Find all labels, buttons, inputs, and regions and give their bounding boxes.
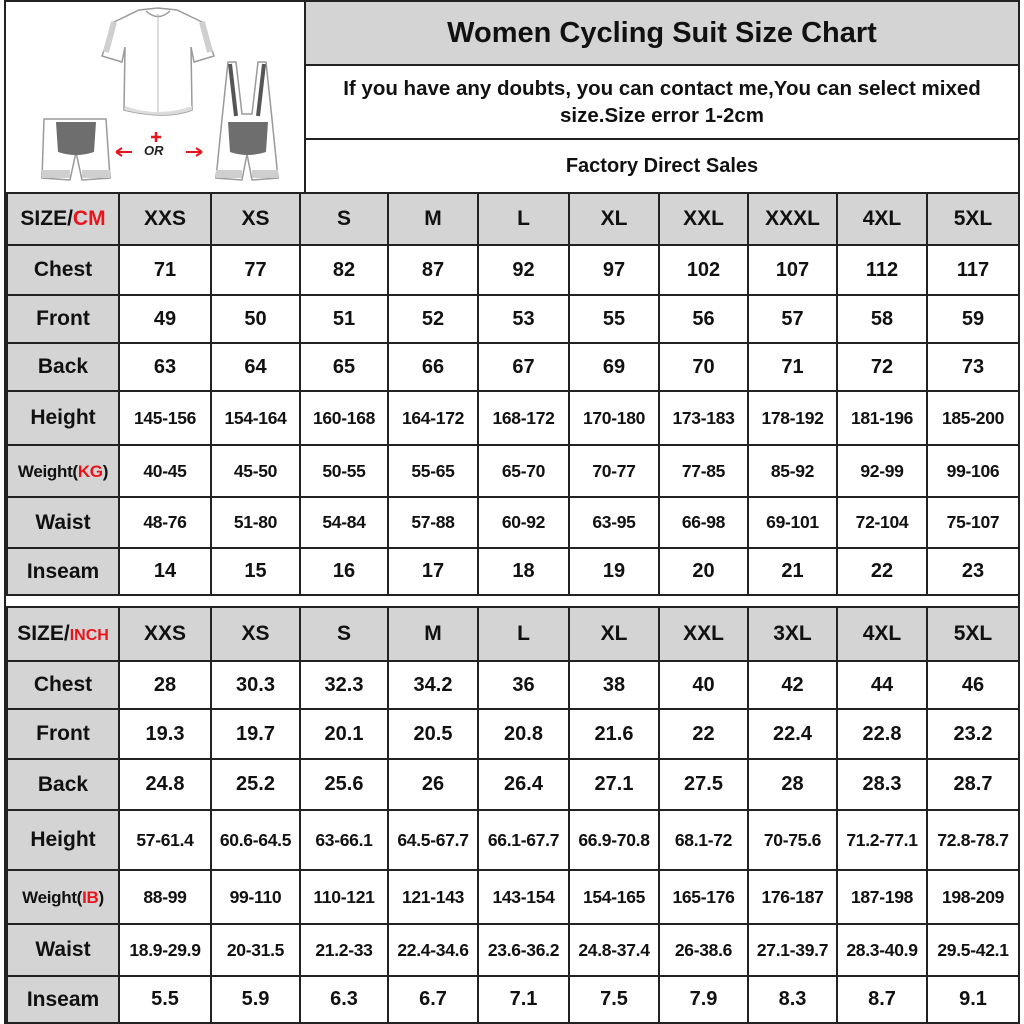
value-cell: 143-154 xyxy=(478,870,569,924)
value-cell: 181-196 xyxy=(837,391,927,445)
table-row xyxy=(7,976,1019,1023)
table-row xyxy=(7,759,1019,810)
value-cell: 64.5-67.7 xyxy=(388,810,478,870)
table-row xyxy=(7,548,1019,595)
weight-label xyxy=(22,888,104,907)
value-cell: 24.8-37.4 xyxy=(569,924,659,976)
bib-shorts-icon xyxy=(216,62,278,180)
value-cell: 59 xyxy=(927,295,1019,343)
row-label: Waist xyxy=(7,497,119,548)
value-cell: 22.4-34.6 xyxy=(388,924,478,976)
row-label-text: Weight( xyxy=(17,462,78,481)
size-unit-label xyxy=(7,193,119,245)
size-header-cell: 5XL xyxy=(927,193,1019,245)
table-row xyxy=(7,391,1019,445)
chart-note: If you have any doubts, you can contact me,You can select mixed size.Size error 1-2cm xyxy=(306,66,1018,140)
value-cell: 66-98 xyxy=(659,497,748,548)
size-header-cell: M xyxy=(388,193,478,245)
value-cell: 55 xyxy=(569,295,659,343)
value-cell: 15 xyxy=(211,548,300,595)
value-cell: 71.2-77.1 xyxy=(837,810,927,870)
value-cell: 97 xyxy=(569,245,659,295)
row-label-end: ) xyxy=(102,462,109,481)
table-row xyxy=(7,343,1019,391)
value-cell: 54-84 xyxy=(300,497,388,548)
value-cell: 42 xyxy=(748,661,837,709)
size-header-cell: L xyxy=(478,607,569,661)
value-cell: 45-50 xyxy=(211,445,300,497)
row-label-unit: IB xyxy=(82,888,99,907)
size-label: SIZE/ xyxy=(17,622,70,645)
value-cell: 51-80 xyxy=(211,497,300,548)
size-header-cell: M xyxy=(388,607,478,661)
table-row xyxy=(7,497,1019,548)
size-header-cell: XL xyxy=(569,193,659,245)
value-cell: 29.5-42.1 xyxy=(927,924,1019,976)
value-cell: 178-192 xyxy=(748,391,837,445)
value-cell: 173-183 xyxy=(659,391,748,445)
size-header-cell: 3XL xyxy=(748,607,837,661)
value-cell: 187-198 xyxy=(837,870,927,924)
value-cell: 60.6-64.5 xyxy=(211,810,300,870)
value-cell: 52 xyxy=(388,295,478,343)
value-cell: 28.3 xyxy=(837,759,927,810)
cm-size-table xyxy=(6,192,1020,596)
size-label: SIZE/ xyxy=(20,207,73,230)
value-cell: 21.6 xyxy=(569,709,659,759)
value-cell: 57-88 xyxy=(388,497,478,548)
size-header-cell: XXS xyxy=(119,607,211,661)
value-cell: 75-107 xyxy=(927,497,1019,548)
size-header-cell: 5XL xyxy=(927,607,1019,661)
value-cell: 63 xyxy=(119,343,211,391)
value-cell: 5.5 xyxy=(119,976,211,1023)
value-cell: 21.2-33 xyxy=(300,924,388,976)
value-cell: 165-176 xyxy=(659,870,748,924)
value-cell: 107 xyxy=(748,245,837,295)
value-cell: 117 xyxy=(927,245,1019,295)
size-header-cell: XS xyxy=(211,607,300,661)
value-cell: 27.5 xyxy=(659,759,748,810)
value-cell: 6.7 xyxy=(388,976,478,1023)
value-cell: 164-172 xyxy=(388,391,478,445)
table-row xyxy=(7,810,1019,870)
row-label: Back xyxy=(7,759,119,810)
value-cell: 17 xyxy=(388,548,478,595)
value-cell: 121-143 xyxy=(388,870,478,924)
value-cell: 170-180 xyxy=(569,391,659,445)
row-label: Height xyxy=(7,391,119,445)
row-label-unit: KG xyxy=(77,462,103,481)
value-cell: 102 xyxy=(659,245,748,295)
value-cell: 99-106 xyxy=(927,445,1019,497)
row-label-end: ) xyxy=(98,888,104,907)
value-cell: 18.9-29.9 xyxy=(119,924,211,976)
value-cell: 22 xyxy=(659,709,748,759)
value-cell: 87 xyxy=(388,245,478,295)
row-label xyxy=(7,445,119,497)
value-cell: 65-70 xyxy=(478,445,569,497)
size-header-row xyxy=(7,193,1019,245)
value-cell: 5.9 xyxy=(211,976,300,1023)
value-cell: 19.7 xyxy=(211,709,300,759)
size-header-cell: 4XL xyxy=(837,193,927,245)
size-header-cell: XL xyxy=(569,607,659,661)
value-cell: 14 xyxy=(119,548,211,595)
size-unit-label xyxy=(7,607,119,661)
value-cell: 66 xyxy=(388,343,478,391)
value-cell: 28.3-40.9 xyxy=(837,924,927,976)
jersey-icon xyxy=(102,8,214,115)
value-cell: 20.8 xyxy=(478,709,569,759)
row-label: Front xyxy=(7,295,119,343)
value-cell: 48-76 xyxy=(119,497,211,548)
value-cell: 27.1-39.7 xyxy=(748,924,837,976)
value-cell: 26-38.6 xyxy=(659,924,748,976)
value-cell: 64 xyxy=(211,343,300,391)
value-cell: 66.9-70.8 xyxy=(569,810,659,870)
row-label: Height xyxy=(7,810,119,870)
plus-icon xyxy=(151,132,161,142)
value-cell: 20.1 xyxy=(300,709,388,759)
value-cell: 28 xyxy=(119,661,211,709)
value-cell: 22.8 xyxy=(837,709,927,759)
value-cell: 7.9 xyxy=(659,976,748,1023)
value-cell: 99-110 xyxy=(211,870,300,924)
value-cell: 68.1-72 xyxy=(659,810,748,870)
row-label-text: Weight( xyxy=(22,888,83,907)
value-cell: 70-77 xyxy=(569,445,659,497)
table-row xyxy=(7,870,1019,924)
value-cell: 46 xyxy=(927,661,1019,709)
table-row xyxy=(7,445,1019,497)
value-cell: 27.1 xyxy=(569,759,659,810)
value-cell: 72 xyxy=(837,343,927,391)
size-header-cell: S xyxy=(300,607,388,661)
row-label: Chest xyxy=(7,661,119,709)
value-cell: 7.1 xyxy=(478,976,569,1023)
size-header-cell: XS xyxy=(211,193,300,245)
value-cell: 77 xyxy=(211,245,300,295)
value-cell: 185-200 xyxy=(927,391,1019,445)
value-cell: 70 xyxy=(659,343,748,391)
value-cell: 23 xyxy=(927,548,1019,595)
value-cell: 63-95 xyxy=(569,497,659,548)
value-cell: 20 xyxy=(659,548,748,595)
size-header-cell: XXL xyxy=(659,193,748,245)
value-cell: 77-85 xyxy=(659,445,748,497)
unit-label: INCH xyxy=(69,627,109,644)
value-cell: 20-31.5 xyxy=(211,924,300,976)
value-cell: 40 xyxy=(659,661,748,709)
value-cell: 168-172 xyxy=(478,391,569,445)
size-chart xyxy=(4,0,1020,1024)
value-cell: 72-104 xyxy=(837,497,927,548)
inch-size-table xyxy=(6,606,1020,1024)
value-cell: 56 xyxy=(659,295,748,343)
value-cell: 73 xyxy=(927,343,1019,391)
value-cell: 9.1 xyxy=(927,976,1019,1023)
row-label: Waist xyxy=(7,924,119,976)
value-cell: 25.2 xyxy=(211,759,300,810)
value-cell: 198-209 xyxy=(927,870,1019,924)
size-header-cell: XXL xyxy=(659,607,748,661)
value-cell: 154-164 xyxy=(211,391,300,445)
value-cell: 57-61.4 xyxy=(119,810,211,870)
size-header-cell: L xyxy=(478,193,569,245)
chart-header xyxy=(6,2,1018,192)
value-cell: 20.5 xyxy=(388,709,478,759)
value-cell: 112 xyxy=(837,245,927,295)
value-cell: 92-99 xyxy=(837,445,927,497)
value-cell: 71 xyxy=(748,343,837,391)
value-cell: 44 xyxy=(837,661,927,709)
value-cell: 65 xyxy=(300,343,388,391)
value-cell: 51 xyxy=(300,295,388,343)
value-cell: 58 xyxy=(837,295,927,343)
chart-subtitle: Factory Direct Sales xyxy=(306,140,1018,192)
value-cell: 63-66.1 xyxy=(300,810,388,870)
value-cell: 7.5 xyxy=(569,976,659,1023)
value-cell: 49 xyxy=(119,295,211,343)
value-cell: 8.7 xyxy=(837,976,927,1023)
value-cell: 24.8 xyxy=(119,759,211,810)
row-label: Inseam xyxy=(7,976,119,1023)
value-cell: 22.4 xyxy=(748,709,837,759)
size-header-cell: XXXL xyxy=(748,193,837,245)
value-cell: 21 xyxy=(748,548,837,595)
value-cell: 72.8-78.7 xyxy=(927,810,1019,870)
right-arrow-icon xyxy=(186,148,202,156)
value-cell: 69 xyxy=(569,343,659,391)
value-cell: 82 xyxy=(300,245,388,295)
value-cell: 57 xyxy=(748,295,837,343)
value-cell: 50-55 xyxy=(300,445,388,497)
value-cell: 110-121 xyxy=(300,870,388,924)
size-header-cell: 4XL xyxy=(837,607,927,661)
value-cell: 23.6-36.2 xyxy=(478,924,569,976)
size-header-cell: S xyxy=(300,193,388,245)
value-cell: 50 xyxy=(211,295,300,343)
value-cell: 19 xyxy=(569,548,659,595)
table-row xyxy=(7,295,1019,343)
value-cell: 38 xyxy=(569,661,659,709)
value-cell: 23.2 xyxy=(927,709,1019,759)
value-cell: 19.3 xyxy=(119,709,211,759)
value-cell: 26 xyxy=(388,759,478,810)
or-label: OR xyxy=(144,143,164,158)
row-label xyxy=(7,870,119,924)
unit-label: CM xyxy=(72,207,106,230)
value-cell: 6.3 xyxy=(300,976,388,1023)
value-cell: 28.7 xyxy=(927,759,1019,810)
value-cell: 92 xyxy=(478,245,569,295)
value-cell: 70-75.6 xyxy=(748,810,837,870)
value-cell: 88-99 xyxy=(119,870,211,924)
table-row xyxy=(7,924,1019,976)
row-label: Front xyxy=(7,709,119,759)
value-cell: 18 xyxy=(478,548,569,595)
value-cell: 69-101 xyxy=(748,497,837,548)
value-cell: 71 xyxy=(119,245,211,295)
value-cell: 145-156 xyxy=(119,391,211,445)
value-cell: 36 xyxy=(478,661,569,709)
row-label: Back xyxy=(7,343,119,391)
weight-label xyxy=(18,462,108,481)
value-cell: 53 xyxy=(478,295,569,343)
value-cell: 40-45 xyxy=(119,445,211,497)
value-cell: 60-92 xyxy=(478,497,569,548)
value-cell: 176-187 xyxy=(748,870,837,924)
chart-title: Women Cycling Suit Size Chart xyxy=(306,2,1018,66)
value-cell: 160-168 xyxy=(300,391,388,445)
value-cell: 30.3 xyxy=(211,661,300,709)
value-cell: 8.3 xyxy=(748,976,837,1023)
value-cell: 22 xyxy=(837,548,927,595)
left-arrow-icon xyxy=(116,148,132,156)
size-header-cell: XXS xyxy=(119,193,211,245)
value-cell: 25.6 xyxy=(300,759,388,810)
table-row xyxy=(7,245,1019,295)
value-cell: 85-92 xyxy=(748,445,837,497)
value-cell: 28 xyxy=(748,759,837,810)
value-cell: 55-65 xyxy=(388,445,478,497)
table-separator xyxy=(6,596,1018,606)
shorts-icon xyxy=(42,119,110,180)
table-row xyxy=(7,661,1019,709)
value-cell: 66.1-67.7 xyxy=(478,810,569,870)
value-cell: 26.4 xyxy=(478,759,569,810)
value-cell: 67 xyxy=(478,343,569,391)
table-row xyxy=(7,709,1019,759)
value-cell: 154-165 xyxy=(569,870,659,924)
value-cell: 32.3 xyxy=(300,661,388,709)
row-label: Chest xyxy=(7,245,119,295)
size-header-row xyxy=(7,607,1019,661)
value-cell: 34.2 xyxy=(388,661,478,709)
product-illustration xyxy=(6,2,306,192)
value-cell: 16 xyxy=(300,548,388,595)
row-label: Inseam xyxy=(7,548,119,595)
